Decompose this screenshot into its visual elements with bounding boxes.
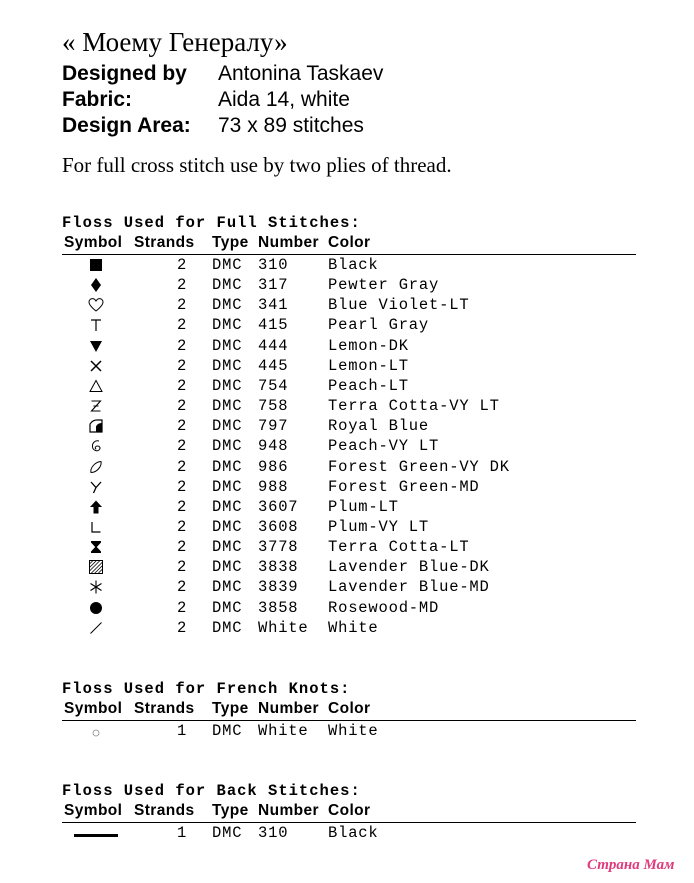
symbol-cell (88, 497, 104, 517)
color-cell: Rosewood-MD (328, 598, 440, 617)
designed-by-value: Antonina Taskaev (218, 62, 384, 85)
symbol-cell (88, 356, 104, 376)
column-type: Type (212, 234, 249, 251)
number-cell: 3858 (258, 598, 299, 617)
column-strands: Strands (134, 700, 195, 717)
asterisk-icon (88, 579, 104, 595)
outline-up-triangle-icon (88, 378, 104, 394)
floss-row (62, 618, 636, 638)
french-knots-header (62, 700, 636, 721)
strands-cell: 2 (177, 457, 188, 476)
floss-row (62, 537, 636, 557)
type-cell: DMC (212, 256, 243, 274)
number-cell: 797 (258, 417, 289, 436)
symbol-cell (88, 577, 104, 597)
floss-row (62, 336, 636, 356)
strands-cell: 2 (177, 356, 188, 375)
pattern-title: « Моему Генералу» (62, 27, 288, 57)
strands-cell: 2 (177, 437, 188, 456)
symbol-cell (88, 315, 104, 335)
strands-cell: 1 (177, 824, 188, 842)
column-number: Number (258, 234, 319, 251)
type-cell: DMC (212, 538, 243, 557)
floss-row (62, 315, 636, 335)
l-corner-icon (88, 519, 104, 535)
column-color: Color (328, 234, 371, 251)
column-strands: Strands (134, 802, 195, 819)
floss-row (62, 823, 636, 843)
color-cell: Lavender Blue-DK (328, 558, 490, 577)
x-cross-icon (88, 358, 104, 374)
type-cell: DMC (212, 296, 243, 315)
type-cell: DMC (212, 437, 243, 456)
strands-cell: 2 (177, 598, 188, 617)
column-number: Number (258, 802, 319, 819)
fabric-label: Fabric: (62, 88, 133, 111)
floss-row (62, 598, 636, 618)
floss-row (62, 376, 636, 396)
strands-cell: 2 (177, 618, 188, 637)
strands-cell: 2 (177, 558, 188, 577)
number-cell: 988 (258, 477, 289, 496)
floss-row (62, 577, 636, 597)
strands-cell: 2 (177, 276, 188, 295)
column-type: Type (212, 802, 249, 819)
color-cell: Royal Blue (328, 417, 430, 436)
floss-row (62, 416, 636, 436)
small-circle-icon (88, 723, 104, 739)
outline-heart-icon (88, 297, 104, 313)
color-cell: Lavender Blue-MD (328, 578, 490, 597)
type-cell: DMC (212, 276, 243, 295)
symbol-cell (88, 823, 104, 843)
filled-diamond-icon (88, 277, 104, 293)
strands-cell: 1 (177, 722, 188, 740)
type-cell: DMC (212, 517, 243, 536)
strands-cell: 2 (177, 336, 188, 355)
color-cell: Lemon-LT (328, 356, 409, 375)
column-strands: Strands (134, 234, 195, 251)
type-cell: DMC (212, 356, 243, 375)
strands-cell: 2 (177, 397, 188, 416)
type-cell: DMC (212, 598, 243, 617)
floss-row (62, 396, 636, 416)
strands-cell: 2 (177, 517, 188, 536)
floss-row (62, 477, 636, 497)
number-cell: 758 (258, 397, 289, 416)
symbol-cell (88, 537, 104, 557)
t-shape-icon (88, 317, 104, 333)
color-cell: Lemon-DK (328, 336, 409, 355)
column-color: Color (328, 700, 371, 717)
number-cell: 3608 (258, 517, 299, 536)
color-cell: Peach-LT (328, 376, 409, 395)
leaf-outline-icon (88, 459, 104, 475)
number-cell: 986 (258, 457, 289, 476)
number-cell: 310 (258, 256, 289, 274)
floss-row (62, 497, 636, 517)
number-cell: 3839 (258, 578, 299, 597)
number-cell: White (258, 722, 309, 740)
color-cell: White (328, 618, 379, 637)
type-cell: DMC (212, 376, 243, 395)
strands-cell: 2 (177, 296, 188, 315)
fabric-value: Aida 14, white (218, 88, 350, 111)
hourglass-icon (88, 539, 104, 555)
floss-row (62, 436, 636, 456)
type-cell: DMC (212, 558, 243, 577)
type-cell: DMC (212, 497, 243, 516)
color-cell: Peach-VY LT (328, 437, 440, 456)
number-cell: 948 (258, 437, 289, 456)
symbol-cell (88, 376, 104, 396)
z-shape-icon (88, 398, 104, 414)
type-cell: DMC (212, 457, 243, 476)
number-cell: 754 (258, 376, 289, 395)
strands-cell: 2 (177, 316, 188, 335)
column-type: Type (212, 700, 249, 717)
floss-row (62, 517, 636, 537)
color-cell: White (328, 722, 379, 740)
column-symbol: Symbol (64, 700, 123, 717)
symbol-cell (88, 336, 104, 356)
design-area-label: Design Area: (62, 114, 191, 137)
column-number: Number (258, 700, 319, 717)
symbol-cell (88, 618, 104, 638)
number-cell: 3838 (258, 558, 299, 577)
floss-row (62, 721, 636, 741)
color-cell: Forest Green-VY DK (328, 457, 510, 476)
color-cell: Plum-LT (328, 497, 399, 516)
strands-cell: 2 (177, 497, 188, 516)
column-color: Color (328, 802, 371, 819)
filled-down-triangle-icon (88, 338, 104, 354)
half-filled-corner-icon (88, 418, 104, 434)
symbol-cell (88, 255, 104, 275)
type-cell: DMC (212, 417, 243, 436)
type-cell: DMC (212, 397, 243, 416)
symbol-cell (88, 557, 104, 577)
number-cell: 341 (258, 296, 289, 315)
filled-square-icon (88, 257, 104, 273)
type-cell: DMC (212, 722, 243, 740)
color-cell: Black (328, 256, 379, 274)
symbol-cell (88, 416, 104, 436)
symbol-cell (88, 295, 104, 315)
symbol-cell (88, 275, 104, 295)
column-symbol: Symbol (64, 802, 123, 819)
symbol-cell (88, 436, 104, 456)
floss-row (62, 356, 636, 376)
watermark-text: Страна Мам (587, 857, 675, 873)
floss-row (62, 295, 636, 315)
floss-row (62, 255, 636, 275)
color-cell: Forest Green-MD (328, 477, 480, 496)
full-stitches-header (62, 234, 636, 255)
up-arrow-icon (88, 499, 104, 515)
number-cell: White (258, 618, 309, 637)
back-stitches-header (62, 802, 636, 823)
number-cell: 3607 (258, 497, 299, 516)
floss-row (62, 275, 636, 295)
back-stitches-title: Floss Used for Back Stitches: (62, 782, 361, 800)
number-cell: 415 (258, 316, 289, 335)
y-shape-icon (88, 479, 104, 495)
strands-cell: 2 (177, 578, 188, 597)
color-cell: Black (328, 824, 379, 842)
symbol-cell (88, 598, 104, 618)
symbol-cell (88, 396, 104, 416)
symbol-cell (88, 721, 104, 741)
floss-row (62, 457, 636, 477)
full-stitches-title: Floss Used for Full Stitches: (62, 214, 361, 232)
number-cell: 444 (258, 336, 289, 355)
symbol-cell (88, 477, 104, 497)
thick-line-icon (74, 825, 118, 841)
strands-cell: 2 (177, 538, 188, 557)
color-cell: Terra Cotta-LT (328, 538, 470, 557)
design-area-value: 73 x 89 stitches (218, 114, 364, 137)
symbol-cell (88, 517, 104, 537)
color-cell: Pearl Gray (328, 316, 430, 335)
number-cell: 310 (258, 824, 289, 842)
number-cell: 3778 (258, 538, 299, 557)
type-cell: DMC (212, 336, 243, 355)
color-cell: Blue Violet-LT (328, 296, 470, 315)
number-cell: 445 (258, 356, 289, 375)
hatched-square-icon (88, 559, 104, 575)
strands-cell: 2 (177, 477, 188, 496)
color-cell: Terra Cotta-VY LT (328, 397, 500, 416)
symbol-cell (88, 457, 104, 477)
color-cell: Pewter Gray (328, 276, 440, 295)
type-cell: DMC (212, 578, 243, 597)
strands-cell: 2 (177, 256, 188, 274)
color-cell: Plum-VY LT (328, 517, 430, 536)
column-symbol: Symbol (64, 234, 123, 251)
type-cell: DMC (212, 316, 243, 335)
strands-cell: 2 (177, 417, 188, 436)
number-cell: 317 (258, 276, 289, 295)
filled-circle-icon (88, 600, 104, 616)
type-cell: DMC (212, 477, 243, 496)
french-knots-title: Floss Used for French Knots: (62, 680, 351, 698)
floss-row (62, 557, 636, 577)
instruction-note: For full cross stitch use by two plies of thread. (62, 153, 452, 177)
type-cell: DMC (212, 618, 243, 637)
type-cell: DMC (212, 824, 243, 842)
swirl-icon (88, 438, 104, 454)
strands-cell: 2 (177, 376, 188, 395)
designed-by-label: Designed by (62, 62, 187, 85)
diagonal-line-icon (88, 620, 104, 636)
